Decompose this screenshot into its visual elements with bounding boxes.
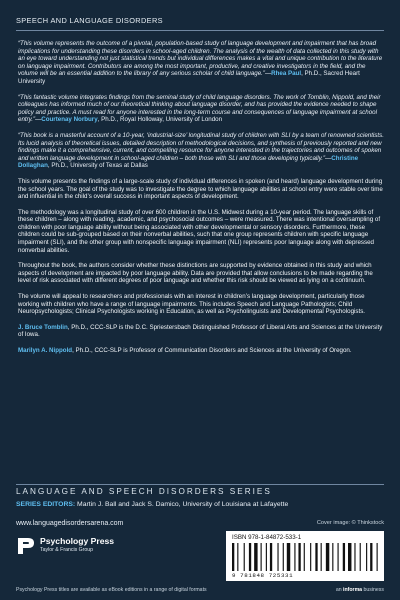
author-name: J. Bruce Tomblin [18,323,68,331]
author-bio-text: , Ph.D., CCC-SLP is the D.C. Spriestersbach Distinguished Professor of Liberal Arts and Sciences at the University of Iowa. [18,323,383,339]
description-paragraph: Throughout the book, the authors consider whether these distinctions are supported by evidence obtained in this study and which aspects of development are impacted by poor language ability. Data are provided that allow conclusions to be made regarding the level of risk associated with different degrees of poor language and whether this risk should be viewed as lying on a continuum. [18,262,373,285]
author-bio [18,347,384,355]
publisher-name: Psychology Press [40,536,115,546]
main-text-column [18,40,384,363]
barcode-panel [226,531,384,581]
quote-text: “This fantastic volume integrates findings from the seminal study of child language disorders. The work of Tomblin, Nippold, and their colleagues has informed much of our theoretical thinking about language disorder, and has provided the evidence needed to shape policy and practice. A must read for anyone interested in the long-term course and consequences of language impairment at school entry.”— [18,93,381,124]
endorsement-quote [18,94,384,124]
quote-affiliation: , Ph.D., University of Texas at Dallas [47,162,148,170]
author-bio-text: , Ph.D., CCC-SLP is Professor of Communication Disorders and Sciences at the University of Oregon. [72,347,352,354]
informa-business [336,587,384,593]
quote-author: Christine Dollaghan [18,154,359,170]
series-editors-label: SERIES EDITORS: [16,501,76,508]
ebook-note: Psychology Press titles are available as eBook editions in a range of digital formats [16,587,207,593]
quote-author: Rhea Paul [271,70,302,78]
barcode-icon [232,543,378,571]
description-paragraph: The methodology was a longitudinal study of over 600 children in the U.S. Midwest during a 10-year period. The language skills of these children – along with reading, academic, and psychosocial outcomes – were measured. There was intentional oversampling of children with poor language ability without being associated with other developmental or sensory disorders. Furthermore, these children could be sub-grouped based on their nonverbal abilities, such that one group represents children with specific language impairment (SLI), and the other group with nonspecific language impairment (NLI) represents poor language along with depressed nonverbal abilities. [18,208,381,254]
informa-brand: informa [343,587,363,593]
series-editors [16,501,384,508]
publisher-group: Taylor & Francis Group [40,547,94,553]
publisher-logo [16,535,136,557]
quote-text: “This volume represents the outcome of a pivotal, population-based study of language development and impairment that has broad implications for understanding these disorders in school-aged children. The analysis of the wealth of data collected in this study with an eye toward understanding not just statistical trends but individual differences makes a vital and unique contribution to the literature on language impairment. Contributors are among the most important, productive, and creative investigators in the field, and the volume will be an essential addition to the library of any serious scholar of child language.”— [18,40,383,78]
endorsement-quote [18,132,384,170]
author-bio [18,324,384,339]
series-editors-text: Martin J. Ball and Jack S. Damico, University of Louisiana at Lafayette [75,501,289,508]
quote-text: “This book is a masterful account of a 10-year, ‘industrial-size’ longitudinal study of children with SLI by a team of renowned scientists. Its lucid analysis of theoretical issues, detailed description of methodological decisions, and synthesis of previously reported and new findings make it a comprehensive, current, and compelling resource for anyone interested in the trajectories and outcomes of spoken and written language development in school-aged children – both those with SLI and those developing typically.”— [18,131,384,162]
endorsement-quote [18,40,384,86]
description-paragraph: The volume will appeal to researchers and professionals with an interest in children’s language development, particularly those working with children who have a range of language impairments. This includes Speech and Language Pathologists; Child Neuropsychologists; Clinical Psychologists working in Education, as well as Psycholinguists and Developmental Psychologists. [18,293,366,316]
psychology-press-icon [16,537,36,555]
description-paragraph: This volume presents the findings of a large-scale study of individual differences in spoken (and heard) language development during the school years. The goal of the study was to investigate the degree to which language abilities at school entry were stable over time and influential in the child’s overall success in important aspects of development. [18,177,383,201]
quote-affiliation: , Ph.D., Sacred Heart University [18,70,360,85]
author-name: Marilyn A. Nippold [18,347,73,354]
series-header [16,16,384,28]
quote-affiliation: , Ph.D., Royal Holloway, University of London [97,116,223,124]
website-link[interactable]: www.languagedisordersarena.com [16,520,124,527]
informa-prefix: an [335,587,344,593]
cover-image-credit: Cover image: © Thinkstock [316,520,384,526]
informa-suffix: business [362,587,384,593]
top-divider [16,30,384,31]
series-header-text: SPEECH AND LANGUAGE DISORDERS [16,16,163,25]
quote-author: Courtenay Norbury [41,116,98,124]
barcode-number: 9 781848 725331 [232,572,294,579]
series-title: LANGUAGE AND SPEECH DISORDERS SERIES [16,487,272,496]
series-divider [16,484,384,485]
isbn-text: ISBN 978-1-84872-533-1 [232,534,302,541]
